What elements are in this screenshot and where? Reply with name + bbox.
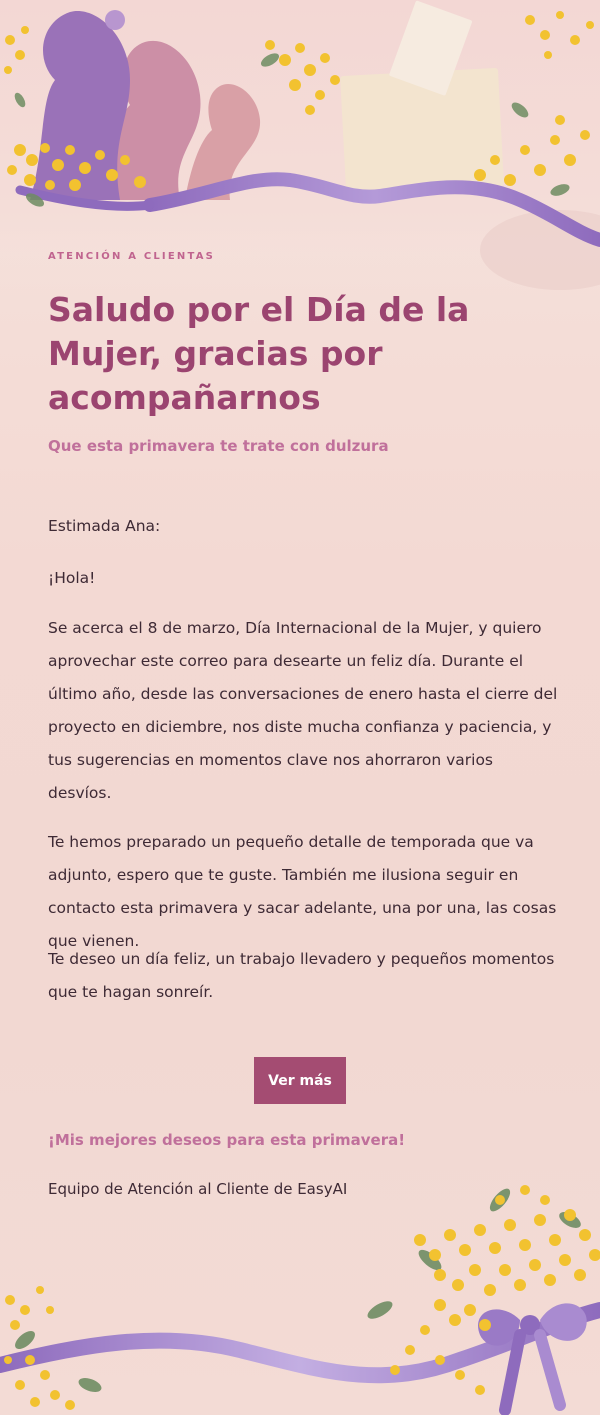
body-paragraph-2: Te hemos preparado un pequeño detalle de temporada que va adjunto, espero que te guste. También me ilusiona seguir en contacto esta primavera y sacar adelante, una por una, las cosas que vienen. <box>48 833 557 950</box>
hello-text: ¡Hola! <box>48 569 96 587</box>
signature: Equipo de Atención al Cliente de EasyAI <box>48 1180 348 1198</box>
email-title: Saludo por el Día de la Mujer, gracias por acompañarnos <box>48 290 470 417</box>
email-subtitle: Que esta primavera te trate con dulzura <box>48 437 389 455</box>
see-more-button[interactable]: Ver más <box>254 1057 346 1104</box>
body-paragraph-3: Te deseo un día feliz, un trabajo llevadero y pequeños momentos que te hagan sonreír. <box>48 950 555 1001</box>
body-paragraph-1: Se acerca el 8 de marzo, Día Internacional de la Mujer, y quiero aprovechar este correo para desearte un feliz día. Durante el último año, desde las conversaciones de enero hasta el cierre del proyecto en diciembre, nos diste mucha confianza y paciencia, y tus sugerencias en momentos clave nos ahorraron varios desvíos. <box>48 619 558 802</box>
greeting-text: Estimada Ana: <box>48 517 161 535</box>
footer-illustration <box>0 1160 600 1415</box>
eyebrow-label: ATENCIÓN A CLIENTAS <box>48 251 216 262</box>
closing-wishes: ¡Mis mejores deseos para esta primavera! <box>48 1131 406 1149</box>
